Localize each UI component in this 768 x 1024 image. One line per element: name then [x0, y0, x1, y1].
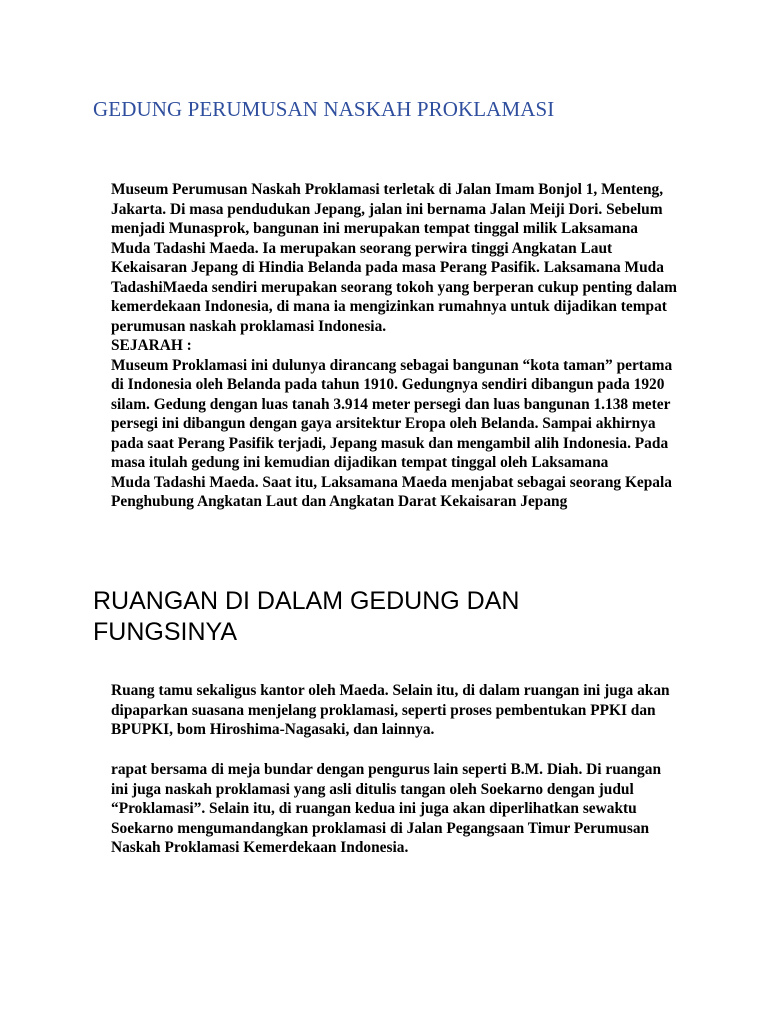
history-label: SEJARAH : [111, 337, 192, 354]
room-section-1 [111, 681, 681, 740]
intro-paragraph: Museum Perumusan Naskah Proklamasi terletak di Jalan Imam Bonjol 1, Menteng, Jakarta. Di masa pendudukan Jepang, jalan ini bernama Jalan Meiji Dori. Sebelum menjadi Munasprok, bangunan ini merupakan tempat tinggal milik Laksamana Muda Tadashi Maeda. Ia merupakan seorang perwira tinggi Angkatan Laut Kekaisaran Jepang di Hindia Belanda pada masa Perang Pasifik. Laksamana Muda TadashiMaeda sendiri merupakan seorang tokoh yang berperan cukup penting dalam kemerdekaan Indonesia, di mana ia mengizinkan rumahnya untuk dijadikan tempat perumusan naskah proklamasi Indonesia. [111, 181, 677, 335]
history-paragraph-part2: Muda Tadashi Maeda. Saat itu, Laksamana Maeda menjabat sebagai seorang Kepala Penghubung Angkatan Laut dan Angkatan Darat Kekaisaran Jepang [111, 473, 672, 510]
history-paragraph-part1: Museum Proklamasi ini dulunya dirancang sebagai bangunan “kota taman” pertama di Indonesia oleh Belanda pada tahun 1910. Gedungnya sendiri dibangun pada 1920 silam. Gedung dengan luas tanah 3.914 meter persegi dan luas bangunan 1.138 meter persegi ini dibangun dengan gaya arsitektur Eropa oleh Belanda. Sampai akhirnya pada saat Perang Pasifik terjadi, Jepang masuk dan mengambil alih Indonesia. Pada masa itulah gedung ini kemudian dijadikan tempat tinggal oleh Laksamana [111, 356, 673, 471]
document-title: GEDUNG PERUMUSAN NASKAH PROKLAMASI [93, 97, 555, 121]
section-heading: RUANGAN DI DALAM GEDUNG DAN FUNGSINYA [93, 587, 520, 646]
room-section-2 [111, 760, 681, 858]
room-paragraph-1: Ruang tamu sekaligus kantor oleh Maeda. Selain itu, di dalam ruangan ini juga akan dipaparkan suasana menjelang proklamasi, seperti proses pembentukan PPKI dan BPUPKI, bom Hiroshima-Nagasaki, dan lainnya. [111, 682, 670, 738]
intro-section [111, 180, 681, 512]
room-paragraph-2: rapat bersama di meja bundar dengan pengurus lain seperti B.M. Diah. Di ruangan ini juga naskah proklamasi yang asli ditulis tangan oleh Soekarno dengan judul “Proklamasi”. Selain itu, di ruangan kedua ini juga akan diperlihatkan sewaktu Soekarno mengumandangkan proklamasi di Jalan Pegangsaan Timur Perumusan Naskah Proklamasi Kemerdekaan Indonesia. [111, 761, 661, 856]
